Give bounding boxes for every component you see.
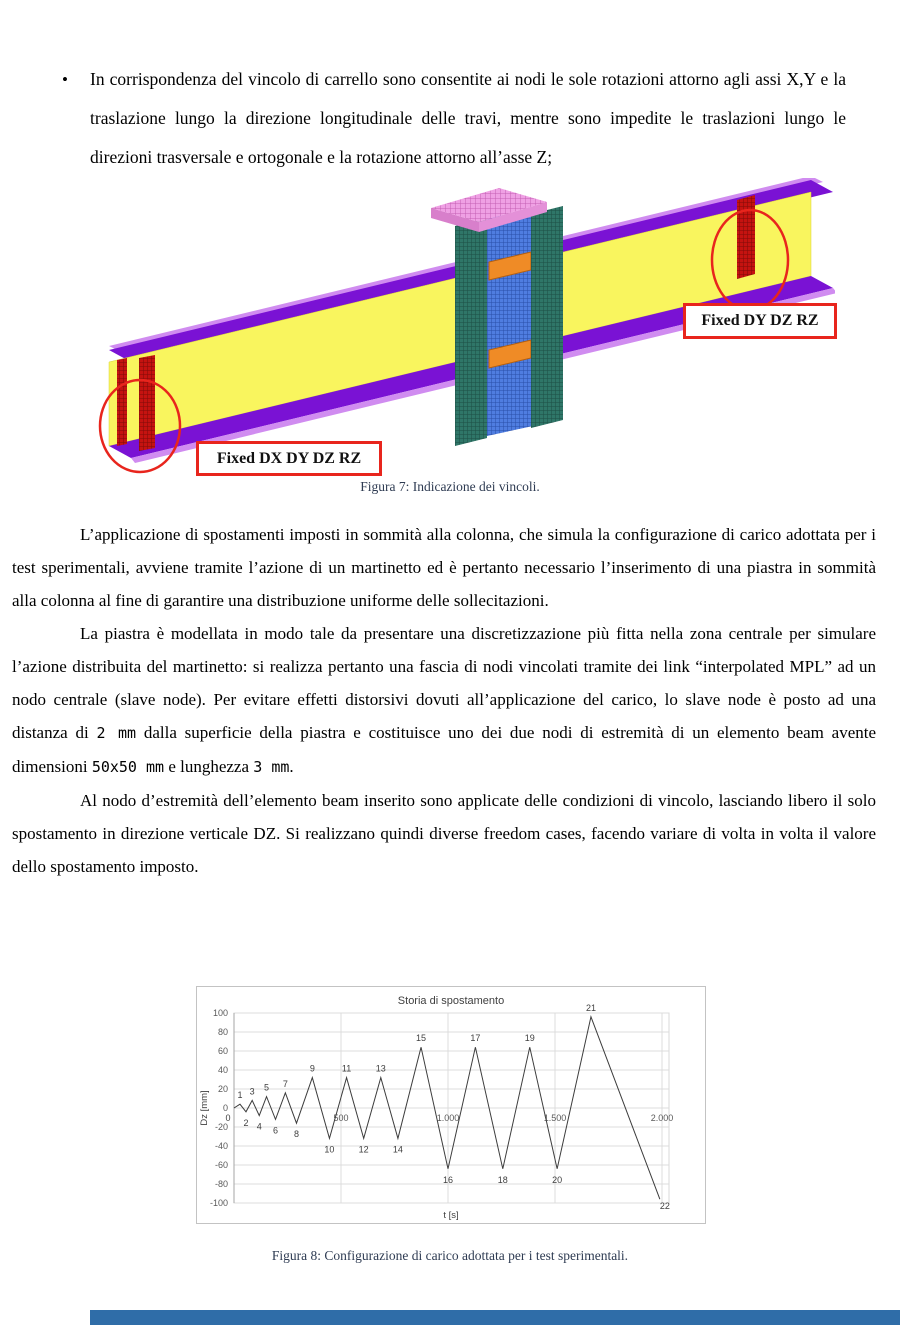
paragraph: Al nodo d’estremità dell’elemento beam inserito sono applicate delle condizioni di vincolo, lasciando libero il solo spostamento in direzione verticale DZ. Si realizzano quindi diverse freedom cases, facendo variare di volta in volta il valore dello spostamento imposto.: [12, 791, 876, 876]
constraint-label-right: Fixed DY DZ RZ: [683, 303, 837, 339]
point-label: 17: [470, 1033, 481, 1044]
point-label: 13: [375, 1063, 386, 1074]
bullet-text: In corrispondenza del vincolo di carrello sono consentite ai nodi le sole rotazioni attorno agli assi X,Y e la traslazione lungo la direzione longitudinale delle travi, mentre sono impedite le traslazioni lungo le direzioni trasversale e ortogonale e la rotazione attorno all’asse Z;: [90, 69, 846, 167]
point-label: 9: [309, 1063, 315, 1074]
end-plate-left-a: [117, 358, 127, 446]
constraint-label-left: Fixed DX DY DZ RZ: [196, 441, 382, 476]
y-tick-label: -80: [214, 1179, 228, 1189]
x-tick-label: 1.000: [436, 1113, 460, 1123]
x-axis-title: t [s]: [443, 1210, 459, 1221]
figure8-caption: Figura 8: Configurazione di carico adottata per i test sperimentali.: [271, 1248, 629, 1263]
figure7-caption: Figura 7: Indicazione dei vincoli.: [360, 479, 540, 494]
y-tick-label: 20: [217, 1084, 228, 1094]
body-paragraphs: [12, 518, 876, 883]
point-label: 2: [243, 1117, 249, 1128]
y-tick-label: 40: [217, 1065, 228, 1075]
y-tick-label: 100: [212, 1008, 228, 1018]
point-label: 8: [293, 1129, 299, 1140]
y-tick-label: 0: [222, 1103, 228, 1113]
column-flange-far: [531, 206, 563, 428]
point-label: 10: [324, 1144, 335, 1155]
y-tick-label: -40: [214, 1141, 228, 1151]
paragraph: La piastra è modellata in modo tale da presentare una discretizzazione più fitta nella zona centrale per simulare l’azione distribuita del martinetto: si realizza pertanto una fascia di nodi vincolati tramite dei link “interpolated MPL” ad un nodo centrale (slave node). Per evitare effetti distorsivi dovuti all’applicazione del carico, lo slave node è posto ad una distanza di 2 mm dalla superficie della piastra e costituisce uno dei due nodi di estremità di un elemento beam avente dimensioni 50x50 mm e lunghezza 3 mm.: [12, 624, 877, 776]
end-plate-left-b: [139, 355, 155, 451]
point-label: 18: [497, 1174, 508, 1185]
point-label: 20: [552, 1174, 563, 1185]
point-label: 21: [585, 1002, 596, 1013]
y-tick-label: -60: [214, 1160, 228, 1170]
y-tick-label: 80: [217, 1027, 228, 1037]
bullet-item: [62, 60, 848, 177]
figure7-image: [95, 178, 835, 484]
point-label: 11: [341, 1063, 352, 1074]
footer-bar: [90, 1310, 900, 1325]
bullet-icon: •: [62, 70, 68, 89]
y-tick-label: 60: [217, 1046, 228, 1056]
column-web: [487, 210, 533, 436]
x-tick-label: 500: [333, 1113, 349, 1123]
point-label: 14: [392, 1144, 403, 1155]
point-label: 4: [256, 1121, 262, 1132]
point-label: 3: [249, 1086, 255, 1097]
point-label: 7: [282, 1078, 288, 1089]
x-tick-label: 1.500: [543, 1113, 567, 1123]
column-flange-near: [455, 218, 487, 446]
point-label: 16: [442, 1174, 454, 1185]
figure8-chart: [196, 986, 706, 1224]
point-label: 15: [416, 1033, 427, 1044]
point-label: 19: [524, 1033, 535, 1044]
paragraph: L’applicazione di spostamenti imposti in sommità alla colonna, che simula la configurazione di carico adottata per i test sperimentali, avviene tramite l’azione di un martinetto ed è pertanto necessario l’inserimento di una piastra in sommità alla colonna al fine di garantire una distribuzione uniforme delle sollecitazioni.: [12, 525, 876, 610]
point-label: 6: [273, 1125, 279, 1136]
y-tick-label: -20: [214, 1122, 228, 1132]
point-label: 12: [358, 1144, 369, 1155]
point-label: 1: [237, 1090, 243, 1101]
chart-svg: [197, 987, 705, 1223]
end-plate-right: [737, 195, 755, 279]
point-label: 0: [225, 1113, 231, 1123]
point-label: 22: [659, 1201, 670, 1212]
y-tick-label: -100: [209, 1198, 228, 1208]
chart-title: Storia di spostamento: [397, 995, 505, 1007]
y-axis-title: Dz [mm]: [199, 1090, 210, 1126]
x-tick-label: 2.000: [650, 1113, 674, 1123]
point-label: 5: [264, 1082, 270, 1093]
